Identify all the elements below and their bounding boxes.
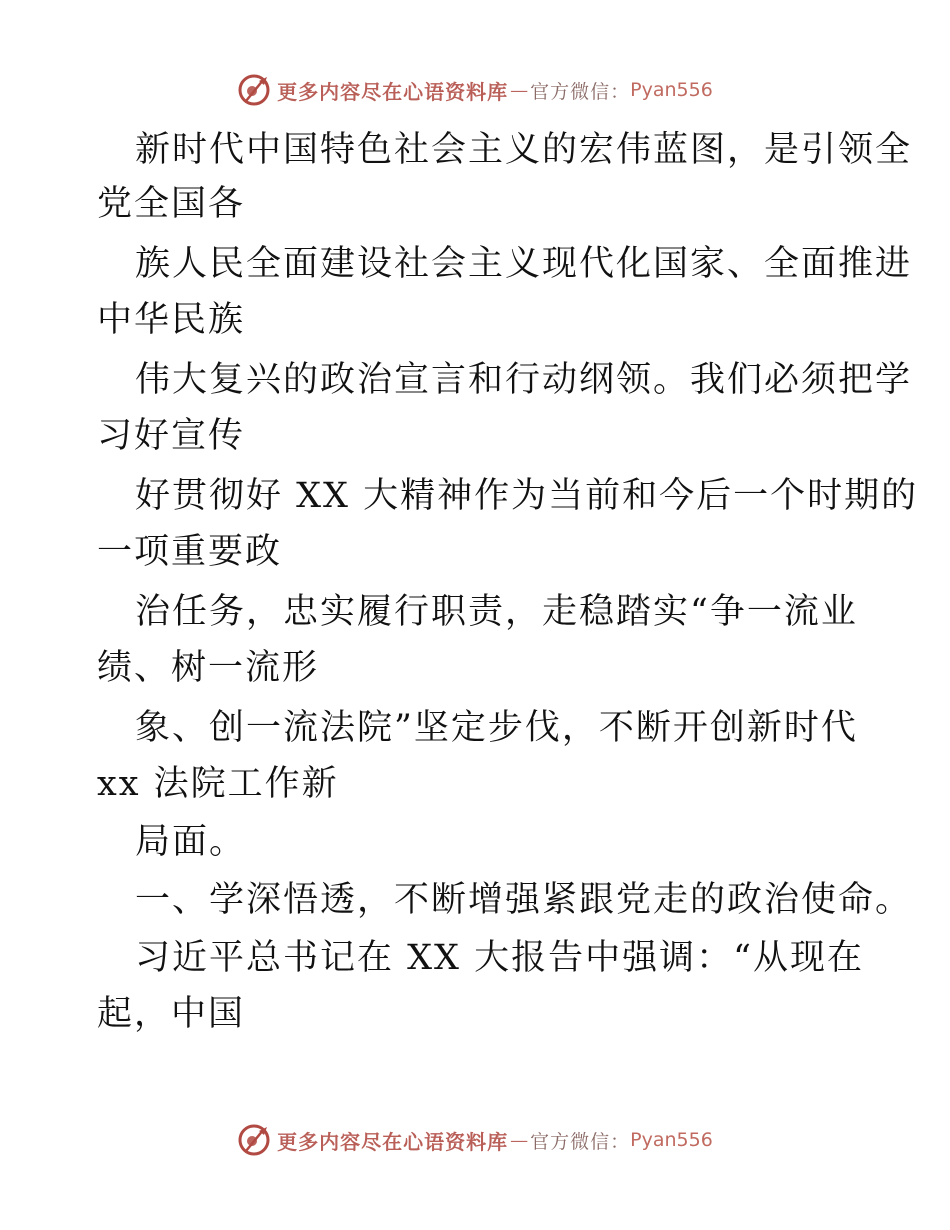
text-line: 党全国各	[97, 184, 246, 224]
text-line: 习好宣传	[97, 416, 246, 456]
text-line: 好贯彻好 XX 大精神作为当前和今后一个时期的	[135, 476, 919, 516]
text-line: 局面。	[135, 822, 247, 862]
banner-wechat-id: Pyan556	[630, 1129, 713, 1151]
text-line: 中华民族	[97, 300, 246, 340]
text-line: 伟大复兴的政治宣言和行动纲领。我们必须把学	[135, 360, 913, 400]
quill-logo-icon	[237, 73, 271, 107]
header-banner	[0, 70, 950, 110]
banner-wechat-id: Pyan556	[630, 79, 713, 101]
banner-text: 更多内容尽在心语资料库	[277, 79, 509, 104]
text-line: 一、学深悟透，不断增强紧跟党走的政治使命。	[135, 880, 913, 920]
text-line: 绩、树一流形	[97, 648, 320, 688]
text-line: 习近平总书记在 XX 大报告中强调：“从现在	[135, 938, 864, 978]
text-line: 治任务，忠实履行职责，走稳踏实“争一流业	[135, 592, 858, 632]
text-line: xx 法院工作新	[97, 764, 339, 804]
text-line: 起，中国	[97, 994, 246, 1034]
quill-logo-icon	[237, 1123, 271, 1157]
banner-text: 更多内容尽在心语资料库	[277, 1129, 509, 1154]
banner-dash: —	[510, 1129, 529, 1151]
banner-official-label: 官方微信：	[530, 80, 631, 103]
text-line: 新时代中国特色社会主义的宏伟蓝图，是引领全	[135, 130, 913, 170]
text-line: 一项重要政	[97, 532, 283, 572]
text-line: 族人民全面建设社会主义现代化国家、全面推进	[135, 244, 913, 284]
footer-banner	[0, 1120, 950, 1160]
text-line: 象、创一流法院”坚定步伐，不断开创新时代	[135, 708, 858, 748]
banner-dash: —	[510, 79, 529, 101]
banner-official-label: 官方微信：	[530, 1130, 631, 1153]
